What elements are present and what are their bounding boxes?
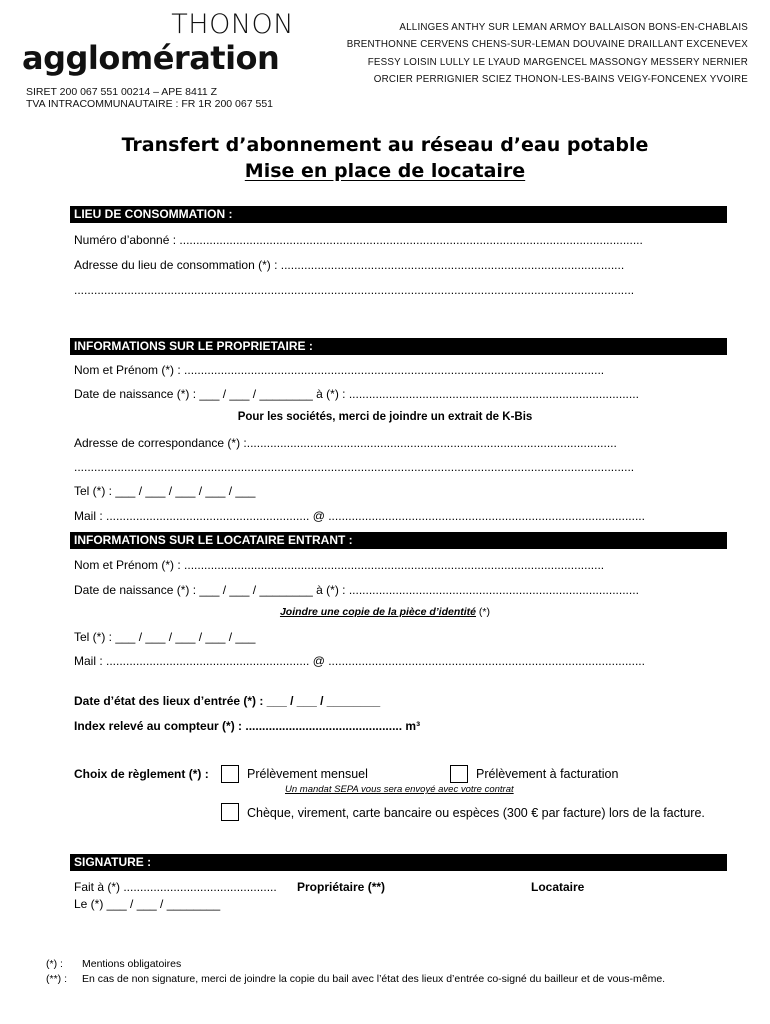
logo-agglomeration-text: agglomération	[22, 39, 280, 77]
adresse-consommation-field[interactable]: Adresse du lieu de consommation (*) : .......................................................................................................	[74, 258, 625, 272]
adresse-consommation-cont-field[interactable]: ........................................................................................................................................................................	[74, 283, 635, 297]
locataire-nom-field[interactable]: Nom et Prénom (*) : ..............................................................................................................................	[74, 558, 605, 572]
numero-abonne-field[interactable]: Numéro d’abonné : ...........................................................................................................................................	[74, 233, 643, 247]
reglement-label: Choix de règlement (*) :	[74, 767, 209, 781]
agglomeration-logo	[22, 10, 302, 76]
prelevement-facturation-checkbox[interactable]	[450, 765, 468, 783]
proprietaire-naissance-field[interactable]: Date de naissance (*) : ___ / ___ / ________ à (*) : .......................................................................................	[74, 387, 639, 401]
communes-list	[304, 19, 748, 89]
footnote-text-1: Mentions obligatoires	[82, 958, 182, 970]
document-subtitle: Mise en place de locataire	[244, 160, 526, 182]
logo-thonon-text: THONON	[171, 9, 294, 40]
proprietaire-tel-field[interactable]: Tel (*) : ___ / ___ / ___ / ___ / ___	[74, 484, 256, 498]
locataire-naissance-field[interactable]: Date de naissance (*) : ___ / ___ / ________ à (*) : .......................................................................................	[74, 583, 639, 597]
communes-line: ALLINGES ANTHY SUR LEMAN ARMOY BALLAISON BONS-EN-CHABLAIS	[399, 22, 748, 33]
section-signature-heading: SIGNATURE :	[70, 854, 727, 871]
communes-line: FESSY LOISIN LULLY LE LYAUD MARGENCEL MASSONGY MESSERY NERNIER	[367, 56, 748, 68]
siret-block	[26, 86, 273, 110]
document-title: Transfert d’abonnement au réseau d’eau potable	[121, 134, 649, 156]
identite-note-mark: (*)	[476, 606, 491, 618]
section-proprietaire-heading: INFORMATIONS SUR LE PROPRIETAIRE :	[70, 338, 727, 355]
date-signature-field[interactable]: Le (*) ___ / ___ / ________	[74, 897, 221, 911]
prelevement-facturation-label: Prélèvement à facturation	[476, 767, 619, 781]
cheque-checkbox[interactable]	[221, 803, 239, 821]
section-lieu-heading: LIEU DE CONSOMMATION :	[70, 206, 727, 223]
communes-line: ORCIER PERRIGNIER SCIEZ THONON-LES-BAINS VEIGY-FONCENEX YVOIRE	[373, 74, 748, 86]
siret-number: SIRET 200 067 551 00214 – APE 8411 Z	[26, 86, 218, 98]
proprietaire-nom-field[interactable]: Nom et Prénom (*) : ..............................................................................................................................	[74, 363, 605, 377]
index-compteur-field[interactable]: Index relevé au compteur (*) : ............................................... m³	[74, 719, 421, 733]
tva-number: TVA INTRACOMMUNAUTAIRE : FR 1R 200 067 551	[26, 98, 274, 110]
section-locataire-heading: INFORMATIONS SUR LE LOCATAIRE ENTRANT :	[70, 532, 727, 549]
cheque-label: Chèque, virement, carte bancaire ou espèces (300 € par facture) lors de la facture.	[247, 806, 705, 820]
footnote-mark-1: (*) :	[46, 958, 63, 970]
fait-a-field[interactable]: Fait à (*) ..............................................	[74, 880, 277, 894]
proprietaire-adresse-cont-field[interactable]: ........................................................................................................................................................................	[74, 460, 635, 474]
footnote-text-2: En cas de non signature, merci de joindre la copie du bail avec l’état des lieux d’entrée co-signé du bailleur et de vous-même.	[82, 973, 666, 985]
sepa-note: Un mandat SEPA vous sera envoyé avec votre contrat	[285, 784, 514, 795]
kbis-note: Pour les sociétés, merci de joindre un extrait de K-Bis	[237, 411, 533, 423]
identite-note-text: Joindre une copie de la pièce d’identité	[279, 606, 477, 618]
signature-proprietaire-label: Propriétaire (**)	[297, 880, 386, 894]
date-etat-lieux-field[interactable]: Date d’état des lieux d’entrée (*) : ___ / ___ / ________	[74, 694, 381, 708]
identite-note	[0, 606, 770, 618]
prelevement-mensuel-checkbox[interactable]	[221, 765, 239, 783]
locataire-tel-field[interactable]: Tel (*) : ___ / ___ / ___ / ___ / ___	[74, 630, 256, 644]
communes-line: BRENTHONNE CERVENS CHENS-SUR-LEMAN DOUVAINE DRAILLANT EXCENEVEX	[346, 39, 748, 51]
footnote-mark-2: (**) :	[46, 973, 67, 985]
prelevement-mensuel-label: Prélèvement mensuel	[247, 767, 368, 781]
signature-locataire-label: Locataire	[531, 880, 585, 894]
locataire-mail-field[interactable]: Mail : ............................................................. @ ...............................................................................................	[74, 654, 645, 668]
proprietaire-mail-field[interactable]: Mail : ............................................................. @ ...............................................................................................	[74, 509, 645, 523]
proprietaire-adresse-field[interactable]: Adresse de correspondance (*) :...............................................................................................................	[74, 436, 617, 450]
